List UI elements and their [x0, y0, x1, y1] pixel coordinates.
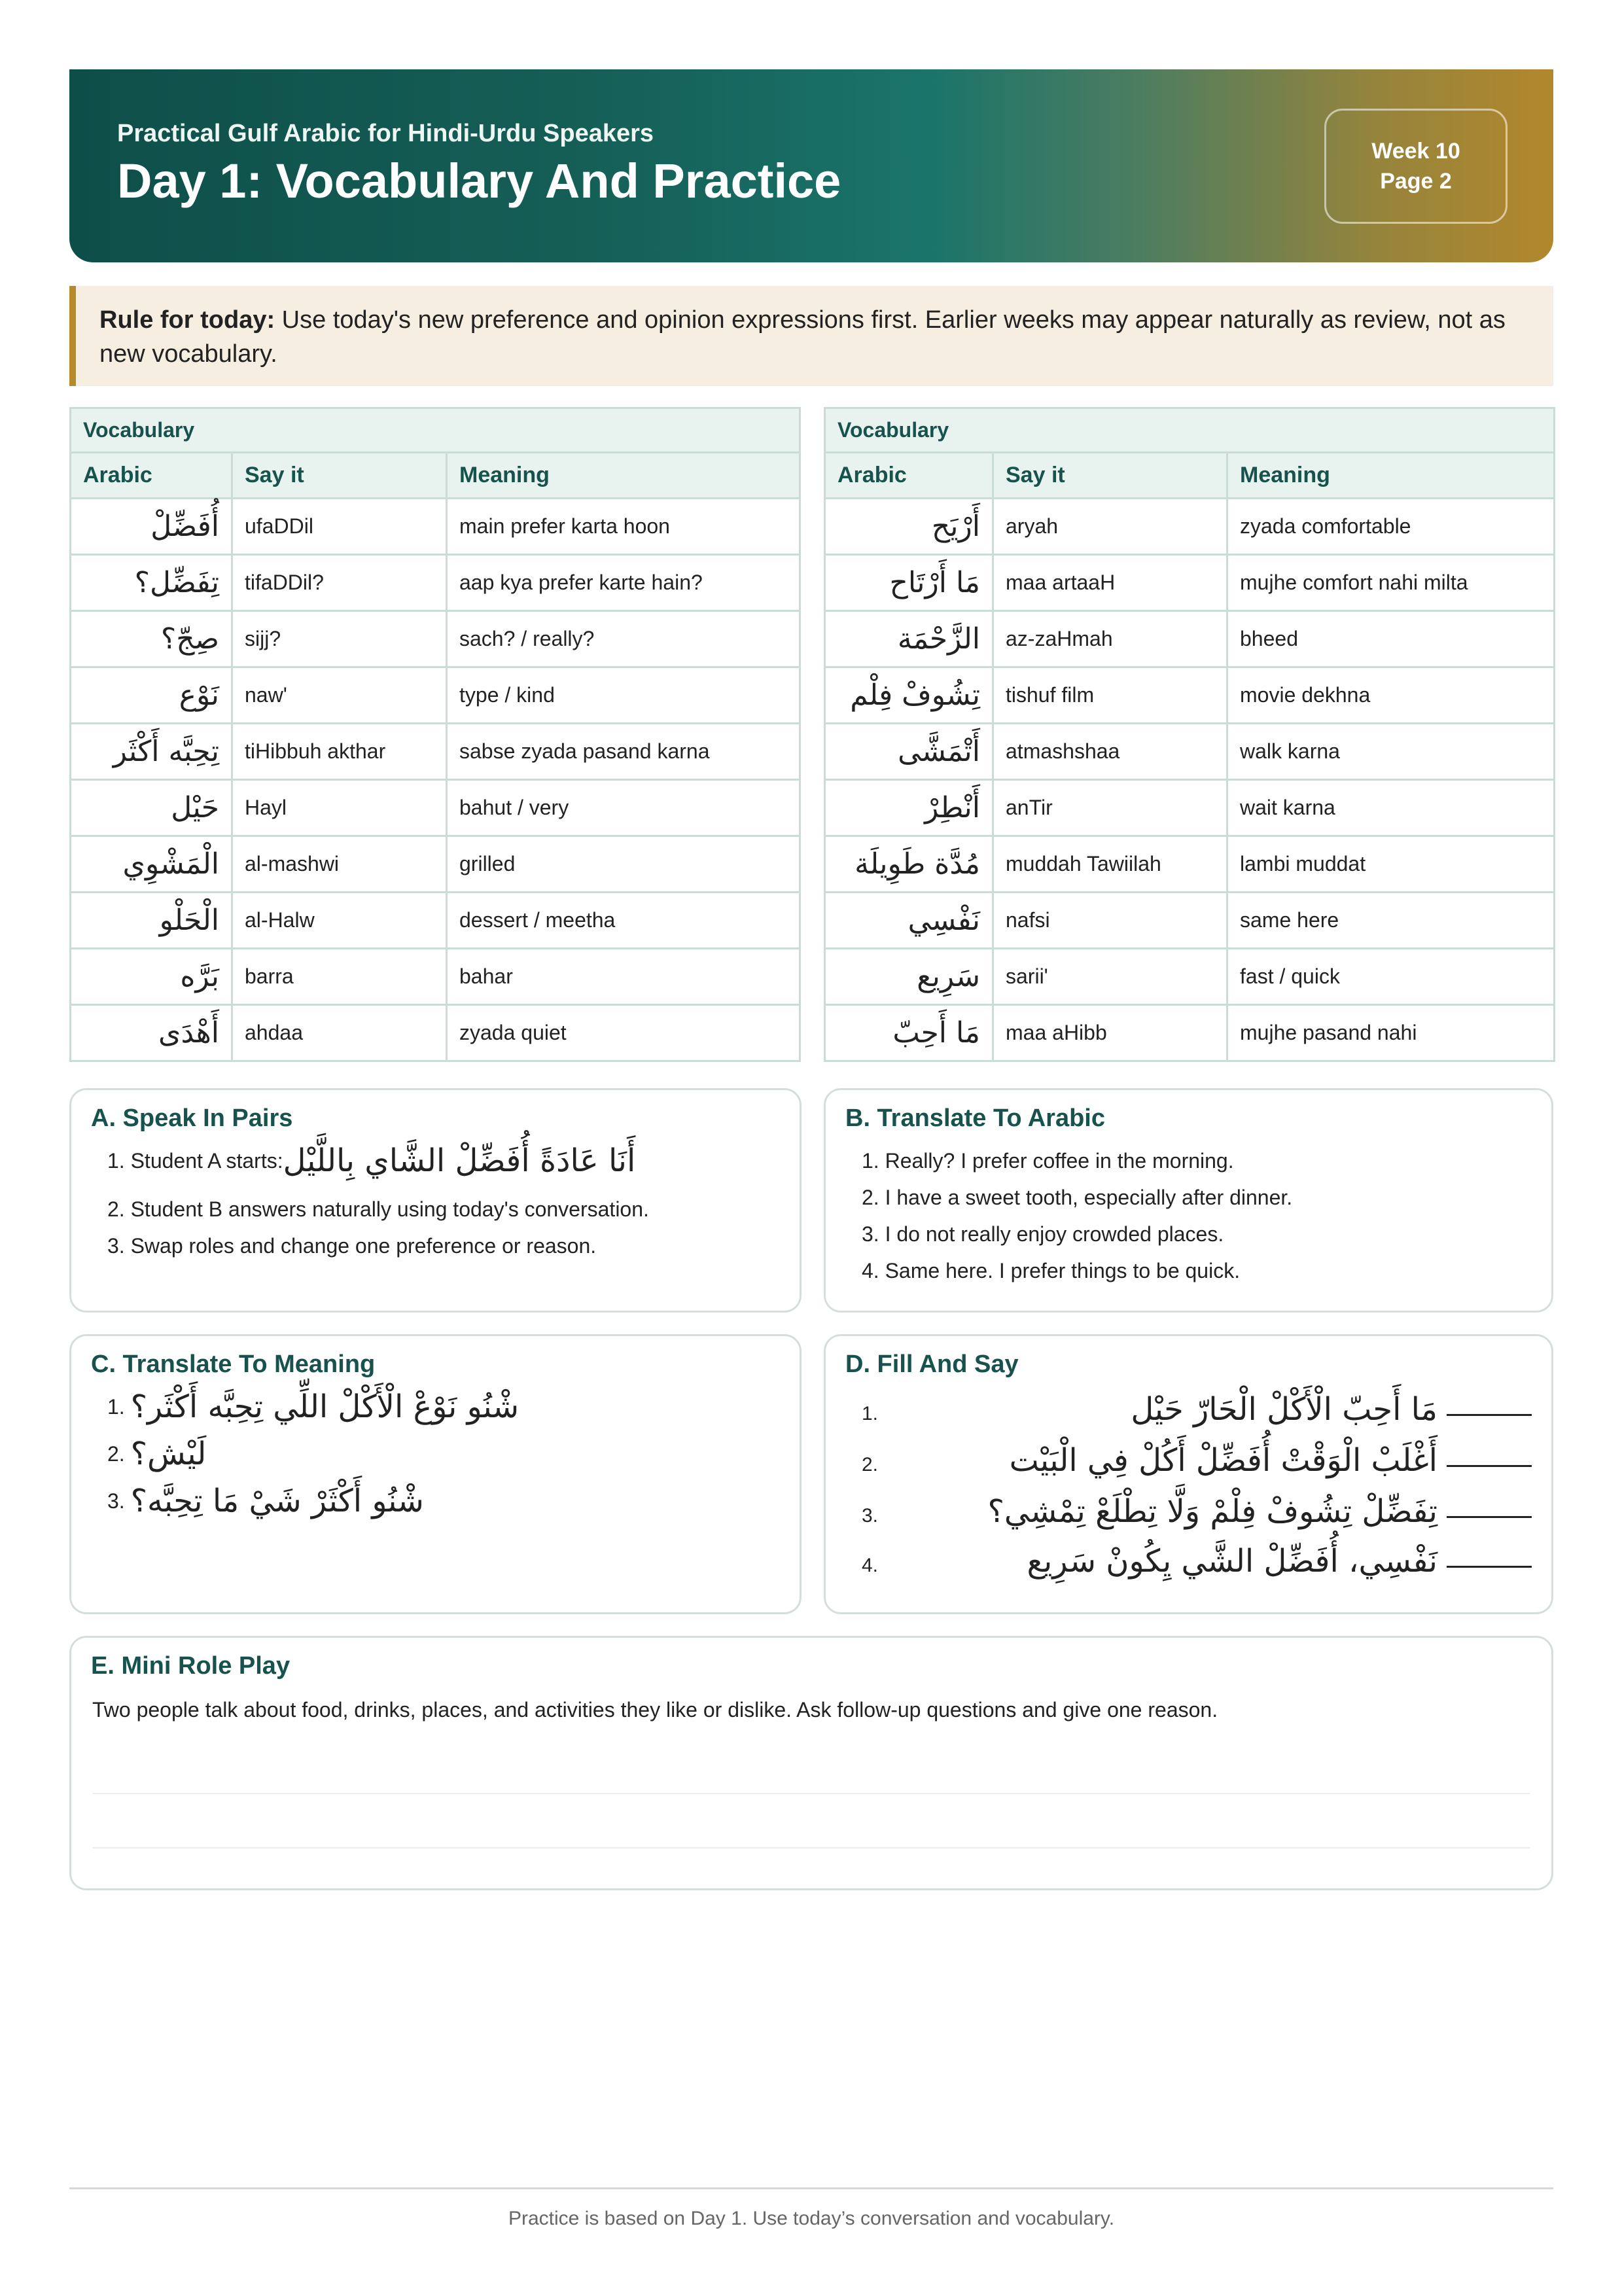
item-text: Really? I prefer coffee in the morning. [885, 1149, 1234, 1173]
arabic-sentence: تِفَضِّلْ تِشُوفْ فِلْمْ وَلَّا تِطْلَعْ تِمْشِي؟ [987, 1493, 1437, 1530]
transliteration-cell: al-Halw [232, 892, 447, 949]
table-caption: Vocabulary [825, 408, 1555, 453]
meaning-cell: sach? / really? [447, 611, 800, 667]
week-page-badge [1324, 109, 1507, 224]
arabic-sentence: شْنُو نَوْعْ الْأَكْلْ اللِّي تِحِبَّه أَكْثَر؟ [130, 1388, 520, 1425]
section-fill-and-say [824, 1334, 1553, 1614]
item-number: 4. [862, 1259, 879, 1282]
answer-blank[interactable] [1447, 1559, 1532, 1568]
answer-blank[interactable] [1447, 1510, 1532, 1518]
list-item [862, 1186, 1292, 1210]
column-header-meaning: Meaning [1227, 453, 1555, 499]
item-text: I have a sweet tooth, especially after dinner. [885, 1186, 1293, 1209]
item-number: 2. [862, 1186, 879, 1209]
item-number: 2. [107, 1441, 125, 1466]
transliteration-cell: tishuf film [993, 667, 1227, 724]
item-number: 2. [107, 1197, 125, 1221]
arabic-cell: أَنْطِرْ [825, 780, 993, 836]
arabic-cell: مَا أَرْتَاح [825, 555, 993, 611]
column-header-arabic: Arabic [71, 453, 232, 499]
rule-callout [69, 286, 1553, 386]
arabic-cell: الْحَلْو [71, 892, 232, 949]
table-caption: Vocabulary [71, 408, 800, 453]
list-item [107, 1483, 424, 1519]
table-row [71, 555, 800, 611]
list-item [107, 1234, 596, 1258]
arabic-cell: مَا أَحِبّ [825, 1005, 993, 1061]
table-row [825, 892, 1555, 949]
table-row [71, 724, 800, 780]
meaning-cell: grilled [447, 836, 800, 892]
transliteration-cell: maa artaaH [993, 555, 1227, 611]
meaning-cell: wait karna [1227, 780, 1555, 836]
table-row [825, 724, 1555, 780]
item-number: 3. [107, 1489, 125, 1513]
item-text: Student A starts: [130, 1148, 283, 1173]
meaning-cell: bahut / very [447, 780, 800, 836]
list-item [862, 1149, 1234, 1173]
item-number: 2. [862, 1454, 879, 1475]
section-translate-to-arabic [824, 1088, 1553, 1313]
item-number: 3. [862, 1505, 879, 1527]
meaning-cell: lambi muddat [1227, 836, 1555, 892]
transliteration-cell: al-mashwi [232, 836, 447, 892]
section-translate-to-meaning [69, 1334, 802, 1614]
meaning-cell: type / kind [447, 667, 800, 724]
meaning-cell: sabse zyada pasand karna [447, 724, 800, 780]
list-item [107, 1197, 649, 1222]
arabic-cell: سَرِيع [825, 949, 993, 1005]
item-text: Same here. I prefer things to be quick. [885, 1259, 1241, 1282]
arabic-sentence: مَا أَحِبّ الْأَكْلْ الْحَارّ حَيْل [1131, 1391, 1437, 1428]
arabic-cell: نَوْع [71, 667, 232, 724]
item-text: I do not really enjoy crowded places. [885, 1222, 1224, 1246]
rule-label: Rule for today: [99, 306, 275, 334]
transliteration-cell: anTir [993, 780, 1227, 836]
column-header-meaning: Meaning [447, 453, 800, 499]
transliteration-cell: naw' [232, 667, 447, 724]
arabic-cell: أُفَضِّلْ [71, 499, 232, 555]
list-item [107, 1388, 519, 1425]
meaning-cell: zyada quiet [447, 1005, 800, 1061]
item-number: 1. [107, 1394, 125, 1419]
vocabulary-table-left [69, 407, 801, 1062]
list-item [107, 1142, 635, 1179]
footer-note: Practice is based on Day 1. Use today’s conversation and vocabulary. [508, 2208, 1115, 2229]
section-speak-in-pairs [69, 1088, 802, 1313]
answer-blank[interactable] [1447, 1407, 1532, 1416]
section-title: B. Translate To Arabic [845, 1104, 1105, 1132]
transliteration-cell: nafsi [993, 892, 1227, 949]
section-mini-role-play [69, 1636, 1553, 1890]
meaning-cell: fast / quick [1227, 949, 1555, 1005]
footer-divider [69, 2187, 1553, 2189]
arabic-cell: الْمَشْوِي [71, 836, 232, 892]
transliteration-cell: ufaDDil [232, 499, 447, 555]
arabic-phrase: أَنَا عَادَةً أُفَضِّلْ الشَّاي بِاللَّيْل [283, 1142, 636, 1179]
item-text: Student B answers naturally using today's conversation. [130, 1197, 649, 1221]
page-label: Page 2 [1380, 169, 1452, 194]
table-row [71, 892, 800, 949]
arabic-cell: أَرْيَح [825, 499, 993, 555]
page-header [69, 69, 1553, 262]
transliteration-cell: ahdaa [232, 1005, 447, 1061]
meaning-cell: movie dekhna [1227, 667, 1555, 724]
role-play-instructions: Two people talk about food, drinks, places, and activities they like or dislike. Ask follow-up questions and give one reason. [92, 1698, 1218, 1722]
answer-blank[interactable] [1447, 1458, 1532, 1467]
fill-item [1010, 1442, 1532, 1479]
transliteration-cell: barra [232, 949, 447, 1005]
table-row [71, 667, 800, 724]
week-label: Week 10 [1371, 139, 1460, 164]
arabic-sentence: لَيْش؟ [130, 1436, 207, 1472]
transliteration-cell: muddah Tawiilah [993, 836, 1227, 892]
arabic-sentence: شْنُو أَكْثَرْ شَيْ مَا تِحِبَّه؟ [130, 1483, 424, 1519]
transliteration-cell: tiHibbuh akthar [232, 724, 447, 780]
column-header-arabic: Arabic [825, 453, 993, 499]
page-title: Day 1: Vocabulary And Practice [117, 154, 841, 208]
vocabulary-table-right [824, 407, 1555, 1062]
list-item [862, 1222, 1224, 1246]
arabic-cell: نَفْسِي [825, 892, 993, 949]
meaning-cell: aap kya prefer karte hain? [447, 555, 800, 611]
fill-item [1027, 1543, 1532, 1580]
table-row [825, 499, 1555, 555]
list-item [862, 1259, 1240, 1283]
meaning-cell: bheed [1227, 611, 1555, 667]
column-header-say-it: Say it [993, 453, 1227, 499]
table-row [71, 949, 800, 1005]
item-number: 1. [862, 1149, 879, 1173]
course-subtitle: Practical Gulf Arabic for Hindi-Urdu Speakers [117, 120, 654, 147]
transliteration-cell: maa aHibb [993, 1005, 1227, 1061]
transliteration-cell: atmashshaa [993, 724, 1227, 780]
arabic-cell: تِشُوفْ فِلْم [825, 667, 993, 724]
meaning-cell: zyada comfortable [1227, 499, 1555, 555]
item-text: Swap roles and change one preference or reason. [130, 1234, 597, 1258]
meaning-cell: bahar [447, 949, 800, 1005]
meaning-cell: same here [1227, 892, 1555, 949]
rule-text: Use today's new preference and opinion expressions first. Earlier weeks may appear naturally as review, not as new vocabulary. [99, 306, 1506, 368]
table-row [71, 611, 800, 667]
meaning-cell: main prefer karta hoon [447, 499, 800, 555]
table-row [825, 780, 1555, 836]
arabic-cell: تِفَضِّل؟ [71, 555, 232, 611]
item-number: 3. [862, 1222, 879, 1246]
table-row [825, 836, 1555, 892]
meaning-cell: mujhe comfort nahi milta [1227, 555, 1555, 611]
writing-line[interactable] [92, 1793, 1530, 1794]
arabic-cell: أَهْدَى [71, 1005, 232, 1061]
column-header-say-it: Say it [232, 453, 447, 499]
table-row [71, 1005, 800, 1061]
meaning-cell: mujhe pasand nahi [1227, 1005, 1555, 1061]
meaning-cell: walk karna [1227, 724, 1555, 780]
table-row [825, 949, 1555, 1005]
transliteration-cell: tifaDDil? [232, 555, 447, 611]
table-row [825, 1005, 1555, 1061]
arabic-cell: أَتْمَشَّى [825, 724, 993, 780]
section-title: C. Translate To Meaning [91, 1351, 376, 1378]
section-title: E. Mini Role Play [91, 1652, 291, 1680]
table-row [825, 611, 1555, 667]
item-number: 1. [107, 1148, 125, 1173]
transliteration-cell: sarii' [993, 949, 1227, 1005]
section-title: A. Speak In Pairs [91, 1104, 293, 1132]
transliteration-cell: aryah [993, 499, 1227, 555]
meaning-cell: dessert / meetha [447, 892, 800, 949]
item-number: 1. [862, 1403, 879, 1424]
arabic-cell: الزَّحْمَة [825, 611, 993, 667]
table-row [825, 555, 1555, 611]
list-item [107, 1436, 206, 1472]
table-row [825, 667, 1555, 724]
arabic-sentence: أَغْلَبْ الْوَقْتْ أُفَضِّلْ أَكُلْ فِي الْبَيْت [1009, 1442, 1437, 1479]
item-number: 3. [107, 1234, 125, 1258]
arabic-sentence: نَفْسِي، أُفَضِّلْ الشَّي يِكُونْ سَرِيع [1027, 1543, 1437, 1580]
item-number: 4. [862, 1555, 879, 1576]
table-row [71, 499, 800, 555]
transliteration-cell: sijj? [232, 611, 447, 667]
arabic-cell: بَرَّه [71, 949, 232, 1005]
table-row [71, 780, 800, 836]
fill-item [1131, 1391, 1532, 1428]
fill-item [987, 1493, 1532, 1530]
arabic-cell: مُدَّة طَوِيلَة [825, 836, 993, 892]
arabic-cell: تِحِبَّه أَكْثَر [71, 724, 232, 780]
section-title: D. Fill And Say [845, 1351, 1019, 1378]
arabic-cell: حَيْل [71, 780, 232, 836]
transliteration-cell: Hayl [232, 780, 447, 836]
table-row [71, 836, 800, 892]
transliteration-cell: az-zaHmah [993, 611, 1227, 667]
writing-line[interactable] [92, 1847, 1530, 1848]
arabic-cell: صِجّ؟ [71, 611, 232, 667]
